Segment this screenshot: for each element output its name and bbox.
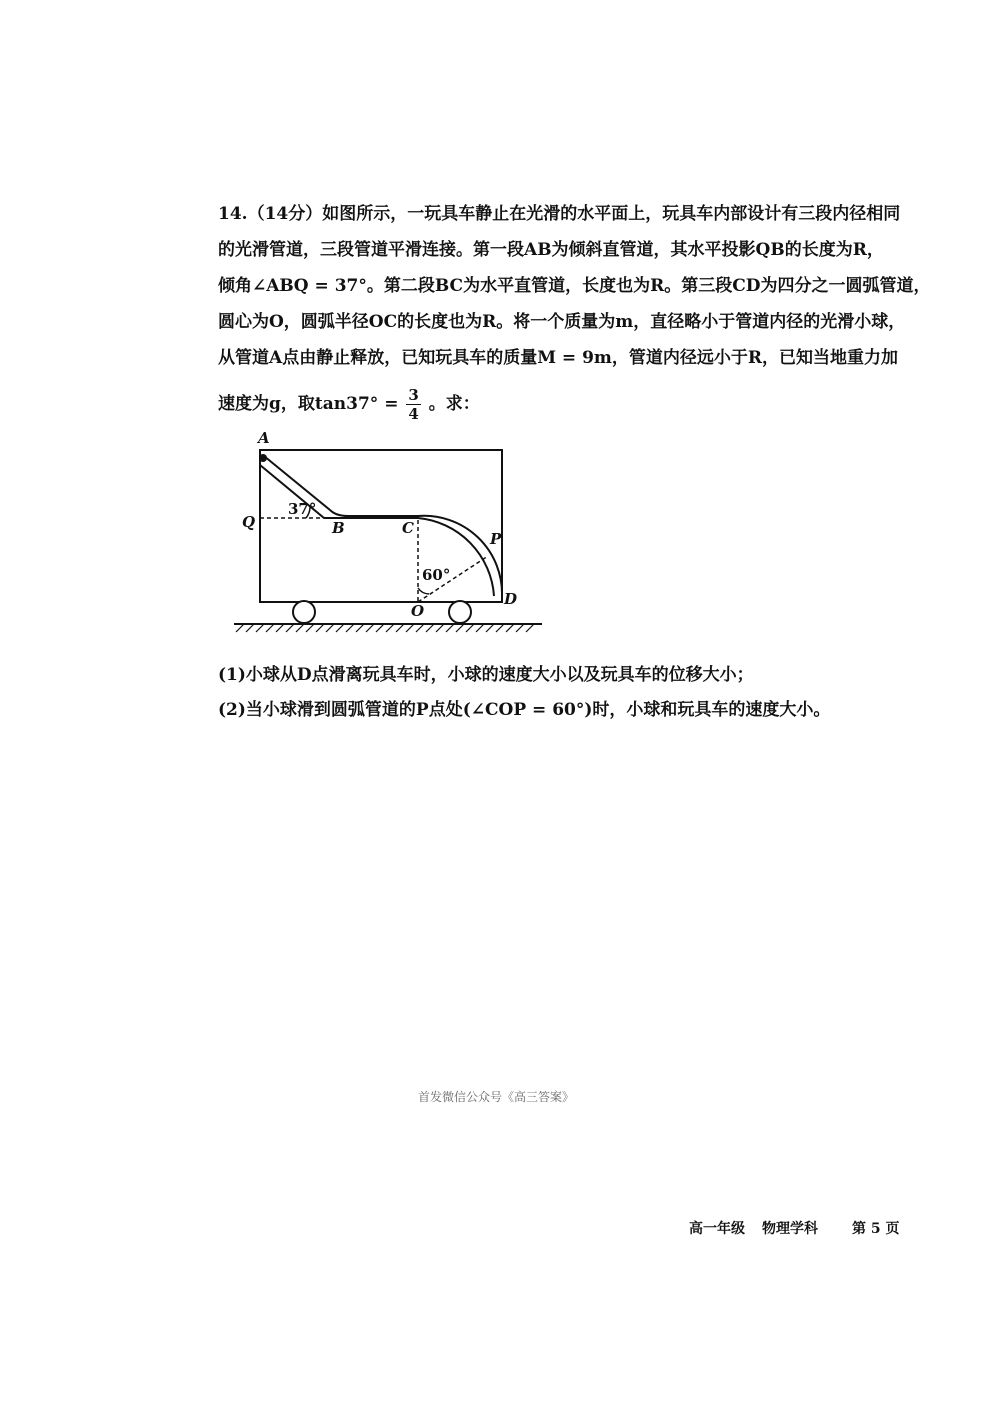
tube-bc-cd-outer	[330, 510, 502, 596]
label-b: B	[332, 519, 345, 537]
footer-grade: 高一年级	[689, 1221, 745, 1237]
angle-37-label: 37°	[288, 500, 317, 518]
question-1: (1)小球从D点滑离玩具车时，小球的速度大小以及玩具车的位移大小；	[218, 665, 754, 685]
problem-line: 的光滑管道，三段管道平滑连接。第一段AB为倾斜直管道，其水平投影QB的长度为R，	[218, 240, 884, 260]
footer-page: 第 5 页	[852, 1221, 900, 1237]
car-body	[260, 450, 502, 602]
angle-60-arc	[418, 588, 429, 594]
label-a: A	[258, 429, 270, 447]
problem-text	[218, 196, 931, 423]
watermark: 首发微信公众号《高三答案》	[417, 1090, 574, 1104]
toy-car-diagram	[226, 428, 556, 643]
problem-line: 倾角∠ABQ = 37°。第二段BC为水平直管道，长度也为R。第三段CD为四分之一圆弧管道，	[218, 276, 931, 296]
label-q: Q	[242, 513, 256, 531]
problem-line: 从管道A点由静止释放，已知玩具车的质量M = 9m，管道内径远小于R，已知当地重力加	[218, 348, 899, 368]
label-o: O	[411, 602, 425, 620]
label-c: C	[402, 519, 414, 537]
ground-hatch	[236, 624, 534, 632]
wheel-left	[293, 601, 315, 623]
fraction-three-quarters: $\frac{3}{4}$	[408, 386, 419, 423]
label-p: P	[490, 530, 502, 548]
problem-line-last: 速度为g，取tan37° = $\frac{3}{4}$ 。求：	[218, 386, 480, 423]
problem-line: 圆心为O，圆弧半径OC的长度也为R。将一个质量为m，直径略小于管道内径的光滑小球，	[218, 312, 906, 332]
angle-60-label: 60°	[422, 566, 451, 584]
label-d: D	[504, 590, 518, 608]
footer-subject: 物理学科	[762, 1221, 818, 1237]
ball	[259, 454, 267, 462]
problem-line: 14.（14分）如图所示，一玩具车静止在光滑的水平面上，玩具车内部设计有三段内径相同	[218, 204, 901, 224]
wheel-right	[449, 601, 471, 623]
question-2: (2)当小球滑到圆弧管道的P点处(∠COP = 60°)时，小球和玩具车的速度大小。	[218, 700, 831, 720]
